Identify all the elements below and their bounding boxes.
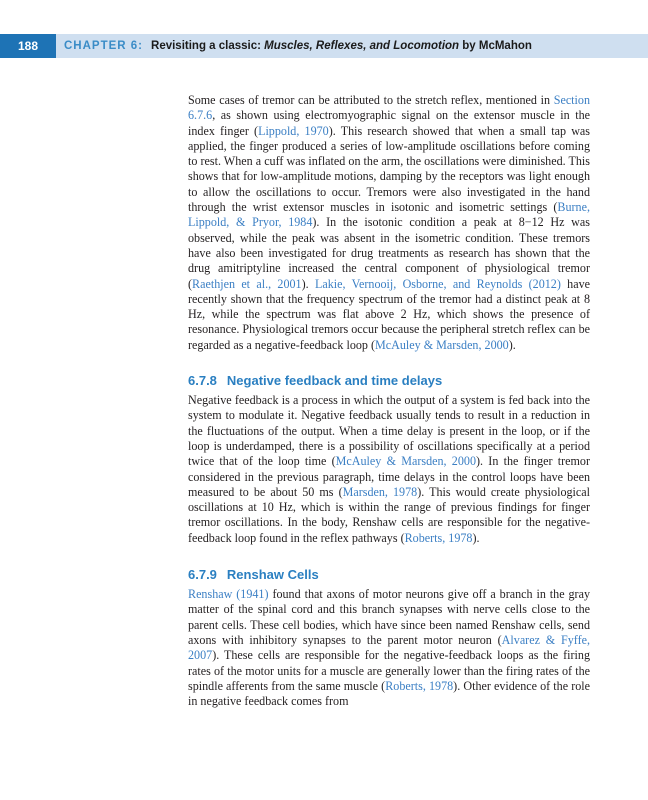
book-title: Muscles, Reflexes, and Locomotion — [264, 40, 460, 52]
title-prefix: Revisiting a classic: — [151, 40, 265, 52]
text-run: ). In the isotonic condition a peak at 8−12 Hz was observed, while the peak was absent in the isometric condition. These tremors have also been investigated for drug treatments as research has shown that the drug amitriptyline increased the central component of physiological tremor ( — [188, 215, 590, 291]
text-run: ). This would create physiological oscillations at 10 Hz, which is within the range of previous findings for finger tremor oscillations. In the body, Renshaw cells are responsible for the negative-feedback loop found in the reflex pathways ( — [188, 484, 590, 545]
running-title — [64, 34, 532, 58]
ref-link[interactable]: Roberts, 1978 — [404, 530, 473, 545]
text-run: ). — [301, 276, 315, 291]
paragraph-tremor — [188, 93, 590, 353]
paragraph-renshaw — [188, 587, 590, 709]
paragraph-negative-feedback — [188, 393, 590, 546]
text-run: ). — [472, 530, 480, 545]
page-number: 188 — [0, 34, 56, 58]
ref-link[interactable]: Burne, Lippold, & Pryor, 1984 — [188, 200, 590, 230]
ref-link[interactable]: Marsden, 1978 — [342, 484, 418, 499]
section-title: Renshaw Cells — [226, 567, 319, 583]
section-heading-negative-feedback — [188, 373, 590, 389]
text-run: , as shown using electromyographic signal on the extensor muscle in the index finger ( — [188, 108, 590, 138]
section-number: 6.7.8 — [188, 373, 217, 389]
ref-link[interactable]: Alvarez & Fyffe, 2007 — [188, 632, 590, 663]
ref-link[interactable]: Lippold, 1970 — [258, 123, 329, 138]
running-header — [0, 34, 648, 58]
ref-link[interactable]: Renshaw (1941) — [188, 587, 269, 602]
section-heading-renshaw — [188, 567, 590, 583]
section-title: Negative feedback and time delays — [226, 373, 443, 389]
text-run: found that axons of motor neurons give off a branch in the gray matter of the spinal cord and this branch synapses with nerve cells close to the parent cells. These cell bodies, which have since been named Renshaw cells, send axons with inhibitory synapses to the parent motor neuron ( — [188, 587, 590, 647]
ref-link[interactable]: Section 6.7.6 — [188, 93, 590, 123]
section-number: 6.7.9 — [188, 567, 217, 583]
text-run: ). In the finger tremor considered in the previous paragraph, time delays in the control loops have been measured to be about 50 ms ( — [188, 454, 590, 499]
body-text — [188, 93, 590, 709]
ref-link[interactable]: Raethjen et al., 2001 — [192, 276, 302, 291]
text-run: ). — [508, 337, 516, 352]
text-run: Negative feedback is a process in which the output of a system is fed back into the system to modulate it. Negative feedback usually tends to result in a reduction in the fluctuations of the output. When a time delay is present in the loop, or if the loop is underdamped, there is a possibility of oscillations specifically at a period twice that of the loop time ( — [188, 393, 590, 469]
text-run: Some cases of tremor can be attributed to the stretch reflex, mentioned in — [188, 93, 554, 107]
text-run: ). Other evidence of the role in negative feedback comes from — [188, 678, 591, 709]
ref-link[interactable]: Roberts, 1978 — [385, 678, 454, 693]
chapter-label: CHAPTER 6: — [64, 40, 144, 52]
ref-link[interactable]: McAuley & Marsden, 2000 — [335, 454, 476, 469]
ref-link[interactable]: Lakie, Vernooij, Osborne, and Reynolds (2012) — [314, 276, 561, 291]
text-run: ). These cells are responsible for the negative-feedback loops as the firing rates of the motor units for a muscle are generally lower than the firing rates of the spindle afferents from the same muscle ( — [188, 648, 590, 693]
text-run: have recently shown that the frequency spectrum of the tremor had a distinct peak at 8 Hz, while the spectrum was flat above 2 Hz, which shows the presence of resonance. Physiological tremors occur because the peripheral stretch reflex can be regarded as a negative-feedback loop ( — [188, 276, 591, 352]
text-run: ). This research showed that when a small tap was applied, the finger produced a series of low-amplitude oscillations before coming to rest. When a cuff was inflated on the arm, the oscillations were diminished. This shows that for low-amplitude motions, damping by the receptors was light enough to allow the oscillations to occur. Tremors were also investigated in the hand through the wrist extensor muscles in isotonic and isometric settings ( — [188, 123, 591, 215]
ref-link[interactable]: McAuley & Marsden, 2000 — [375, 337, 509, 352]
title-suffix: by McMahon — [459, 40, 532, 52]
